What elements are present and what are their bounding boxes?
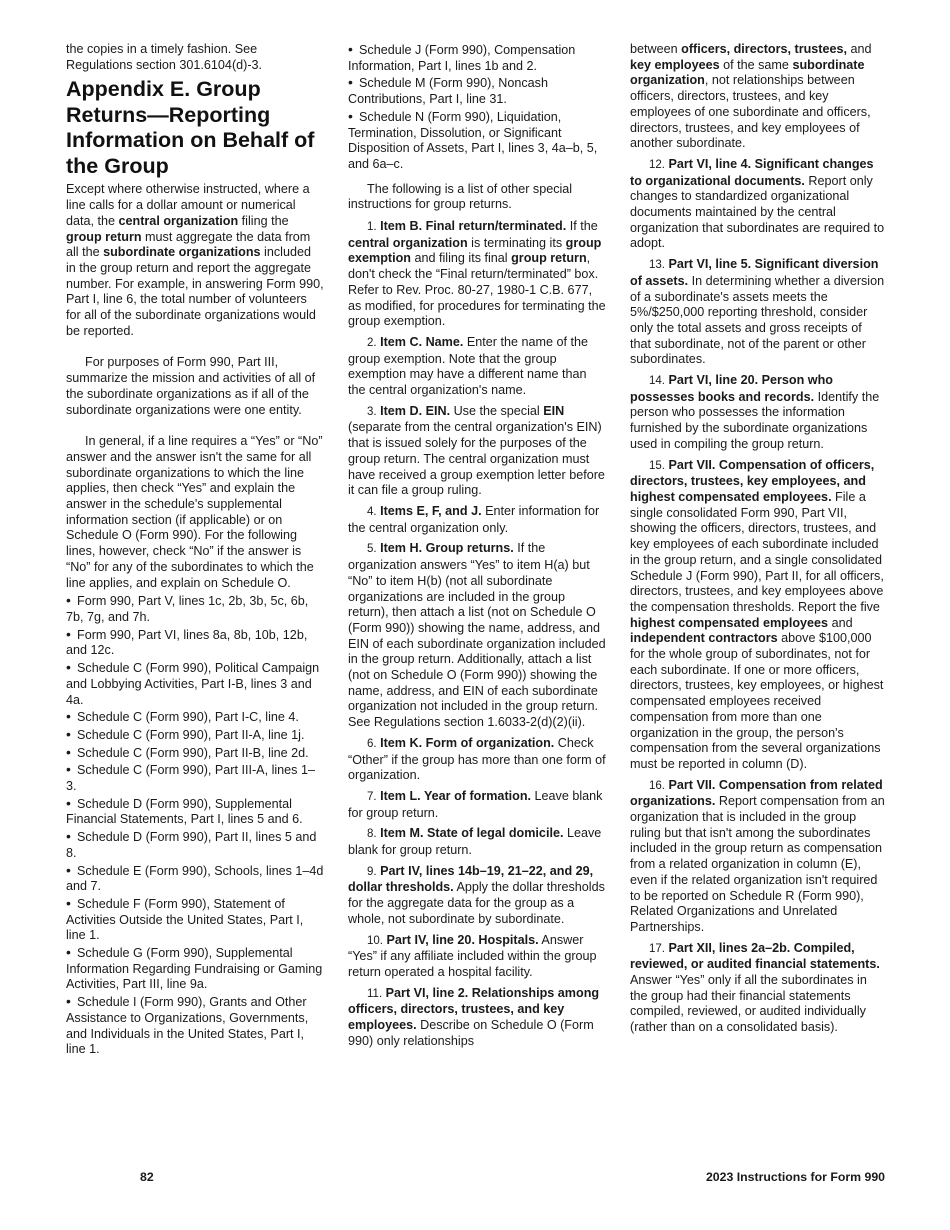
list-item: • Schedule C (Form 990), Part I-C, line 4. [66,708,299,725]
bullet-list-left [66,593,324,1058]
list-item: • Schedule C (Form 990), Part II-A, line 1j. [66,725,305,742]
instruction-item-11: 11. Part VI, line 2. Relationships among officers, directors, trustees, and key employees. Describe on Schedule O (Form 990) only relationships [348,985,600,1048]
paragraph-part-iii: For purposes of Form 990, Part III, summarize the mission and activities of all of the subordinate organizations as if all of the subordinate organizations were one entity. [66,355,316,417]
instruction-item-4: 4. Items E, F, and J. Enter information for the central organization only. [348,503,600,535]
list-item: • Schedule E (Form 990), Schools, lines 1–4d and 7. [66,861,324,894]
instruction-item-5: 5. Item H. Group returns. If the organization answers “Yes” to item H(a) but “No” to item H(b) (not all subordinate organizations are included in the group return), then attach a list (not on Schedule O (Form 990)) showing the name, address, and EIN of each subordinate organization included in the group return. Additionally, attach a list (not on Schedule O (Form 990)) showing the name, address, and EIN of each subordinate organization not included in the group return. See Regulations section 1.6033-2(d)(2)(ii). [348,541,606,730]
list-item: • Schedule M (Form 990), Noncash Contributions, Part I, line 31. [348,74,548,107]
column-middle [348,42,606,1054]
instruction-item-6: 6. Item K. Form of organization. Check “Other” if the group has more than one form of organization. [348,735,606,783]
instruction-item-10: 10. Part IV, line 20. Hospitals. Answer “Yes” if any affiliate included within the group return operated a hospital facility. [348,932,597,979]
list-item: • Schedule C (Form 990), Political Campaign and Lobbying Activities, Part I-B, lines 3 and 4a. [66,659,320,707]
instruction-item-2: 2. Item C. Name. Enter the name of the group exemption. Note that the group exemption may have a different name than the central organization's name. [348,334,589,398]
instruction-item-7: 7. Item L. Year of formation. Leave blank for group return. [348,788,603,820]
paragraph-aggregate: Except where otherwise instructed, where a line calls for a dollar amount or numerical data, the central organization filing the group return must aggregate the data from all the subordinate organizations included in the group return and report the aggregate number. For example, in answering Form 990, Part I, line 6, the total number of volunteers for all of the subordinate organizations would be reported. [66,182,324,338]
intro-text: the copies in a timely fashion. See Regulations section 301.6104(d)-3. [66,42,263,72]
list-item: • Schedule N (Form 990), Liquidation, Termination, Dissolution, or Significant Disposition of Assets, Part I, lines 3, 4a–b, 5, and 6a–c. [348,107,598,171]
paragraph-yes-no: In general, if a line requires a “Yes” or “No” answer and the answer isn't the same for all subordinate organizations to which the line applies, then check “Yes” and explain the answer in the schedule's supplemental information section (if applicable) or on Schedule O (Form 990). For the following lines, however, check “No” if the answer is “No” for any of the subordinates to which the line applies, and explain on Schedule O. [66,434,323,590]
instruction-item-16: 16. Part VII. Compensation from related organizations. Report compensation from an organization that is included in the group ruling but that isn't among the subordinates included in the group return as compensation from a related organization in column (E), even if the related organization isn't required to be reported on Schedule R (Form 990), Related Organizations and Unrelated Partnerships. [630,777,885,934]
instruction-item-14: 14. Part VI, line 20. Person who possesses books and records. Identify the person who possesses the information furnished by the subordinate organizations used in compiling the group return. [630,373,880,451]
list-intro: The following is a list of other special instructions for group returns. [348,181,573,212]
instruction-item-1: 1. Item B. Final return/terminated. If the central organization is terminating its group exemption and filing its final group return, don't check the “Final return/terminated” box. Refer to Rev. Proc. 80-27, 1980-1 C.B. 677, as modified, for procedures for terminating the group exemption. [348,219,606,329]
page-number: 82 [140,1170,154,1184]
list-item: • Schedule I (Form 990), Grants and Other Assistance to Organizations, Governments, and Individuals in the United States, Part I, line 1. [66,993,309,1057]
instruction-item-15: 15. Part VII. Compensation of officers, directors, trustees, key employees, and highest compensated employees. File a single consolidated Form 990, Part VII, showing the officers, directors, trustees, and key employees of each subordinate included in the group return, and a single consolidated Schedule J (Form 990), Part II, for all officers, directors, trustees, and key employees above the compensation thresholds. Report the five highest compensated employees and independent contractors above $100,000 for the whole group of subordinates, not for each subordinate. If one or more officers, directors, trustees, key employees, or highest compensated employees received compensation from more than one organization in the group, the person's compensation from the several organizations must be reported in column (D). [630,457,884,771]
list-item: • Schedule C (Form 990), Part II-B, line 2d. [66,743,309,760]
appendix-heading: Appendix E. Group Returns—Reporting Information on Behalf of the Group [66,77,315,178]
bullet-list-middle [348,42,606,173]
list-item: • Schedule F (Form 990), Statement of Activities Outside the United States, Part I, line 1. [66,894,304,943]
instruction-item-12: 12. Part VI, line 4. Significant changes to organizational documents. Report only changes to standardized organizational documents maintained by the central organization that subordinates are required to adopt. [630,156,885,251]
document-title: 2023 Instructions for Form 990 [705,1170,885,1184]
list-item: • Schedule J (Form 990), Compensation Information, Part I, lines 1b and 2. [348,41,576,73]
instruction-item-11-continued: between officers, directors, trustees, and key employees of the same subordinate organization, not relationships between officers, directors, trustees, and key employees of one subordinate and officers, directors, trustees, and key employees of another subordinate. [630,42,872,151]
column-left [66,42,324,1059]
column-right [630,42,886,1041]
list-item: • Form 990, Part VI, lines 8a, 8b, 10b, 12b, and 12c. [66,625,308,658]
instruction-item-3: 3. Item D. EIN. Use the special EIN (separate from the central organization's EIN) that is issued solely for the purposes of the group return. The central organization must have received a group exemption letter before it can file a group ruling. [348,403,605,498]
instruction-item-17: 17. Part XII, lines 2a–2b. Compiled, reviewed, or audited financial statements. Answer “Yes” only if all the subordinates in the group had their financial statements compiled, reviewed, or audited individually (rather than on a consolidated basis). [630,940,880,1035]
list-item: • Schedule C (Form 990), Part III-A, lines 1–3. [66,761,315,794]
instruction-item-8: 8. Item M. State of legal domicile. Leave blank for group return. [348,826,602,858]
list-item: • Schedule G (Form 990), Supplemental Information Regarding Fundraising or Gaming Activities, Part III, line 9a. [66,944,323,992]
list-item: • Schedule D (Form 990), Part II, lines 5 and 8. [66,828,317,860]
instruction-item-13: 13. Part VI, line 5. Significant diversion of assets. In determining whether a diversion of a subordinate's assets meets the 5%/$250,000 reporting threshold, consider only the total assets and gross receipts of that subordinate, not of the parent or other subordinates. [630,257,885,367]
list-item: • Schedule D (Form 990), Supplemental Financial Statements, Part I, lines 5 and 6. [66,794,303,827]
instruction-item-9: 9. Part IV, lines 14b–19, 21–22, and 29, dollar thresholds. Apply the dollar thresholds for the aggregate data for the group as a whole, not subordinate by subordinate. [348,863,605,926]
list-item: • Form 990, Part V, lines 1c, 2b, 3b, 5c, 6b, 7b, 7g, and 7h. [66,592,309,624]
